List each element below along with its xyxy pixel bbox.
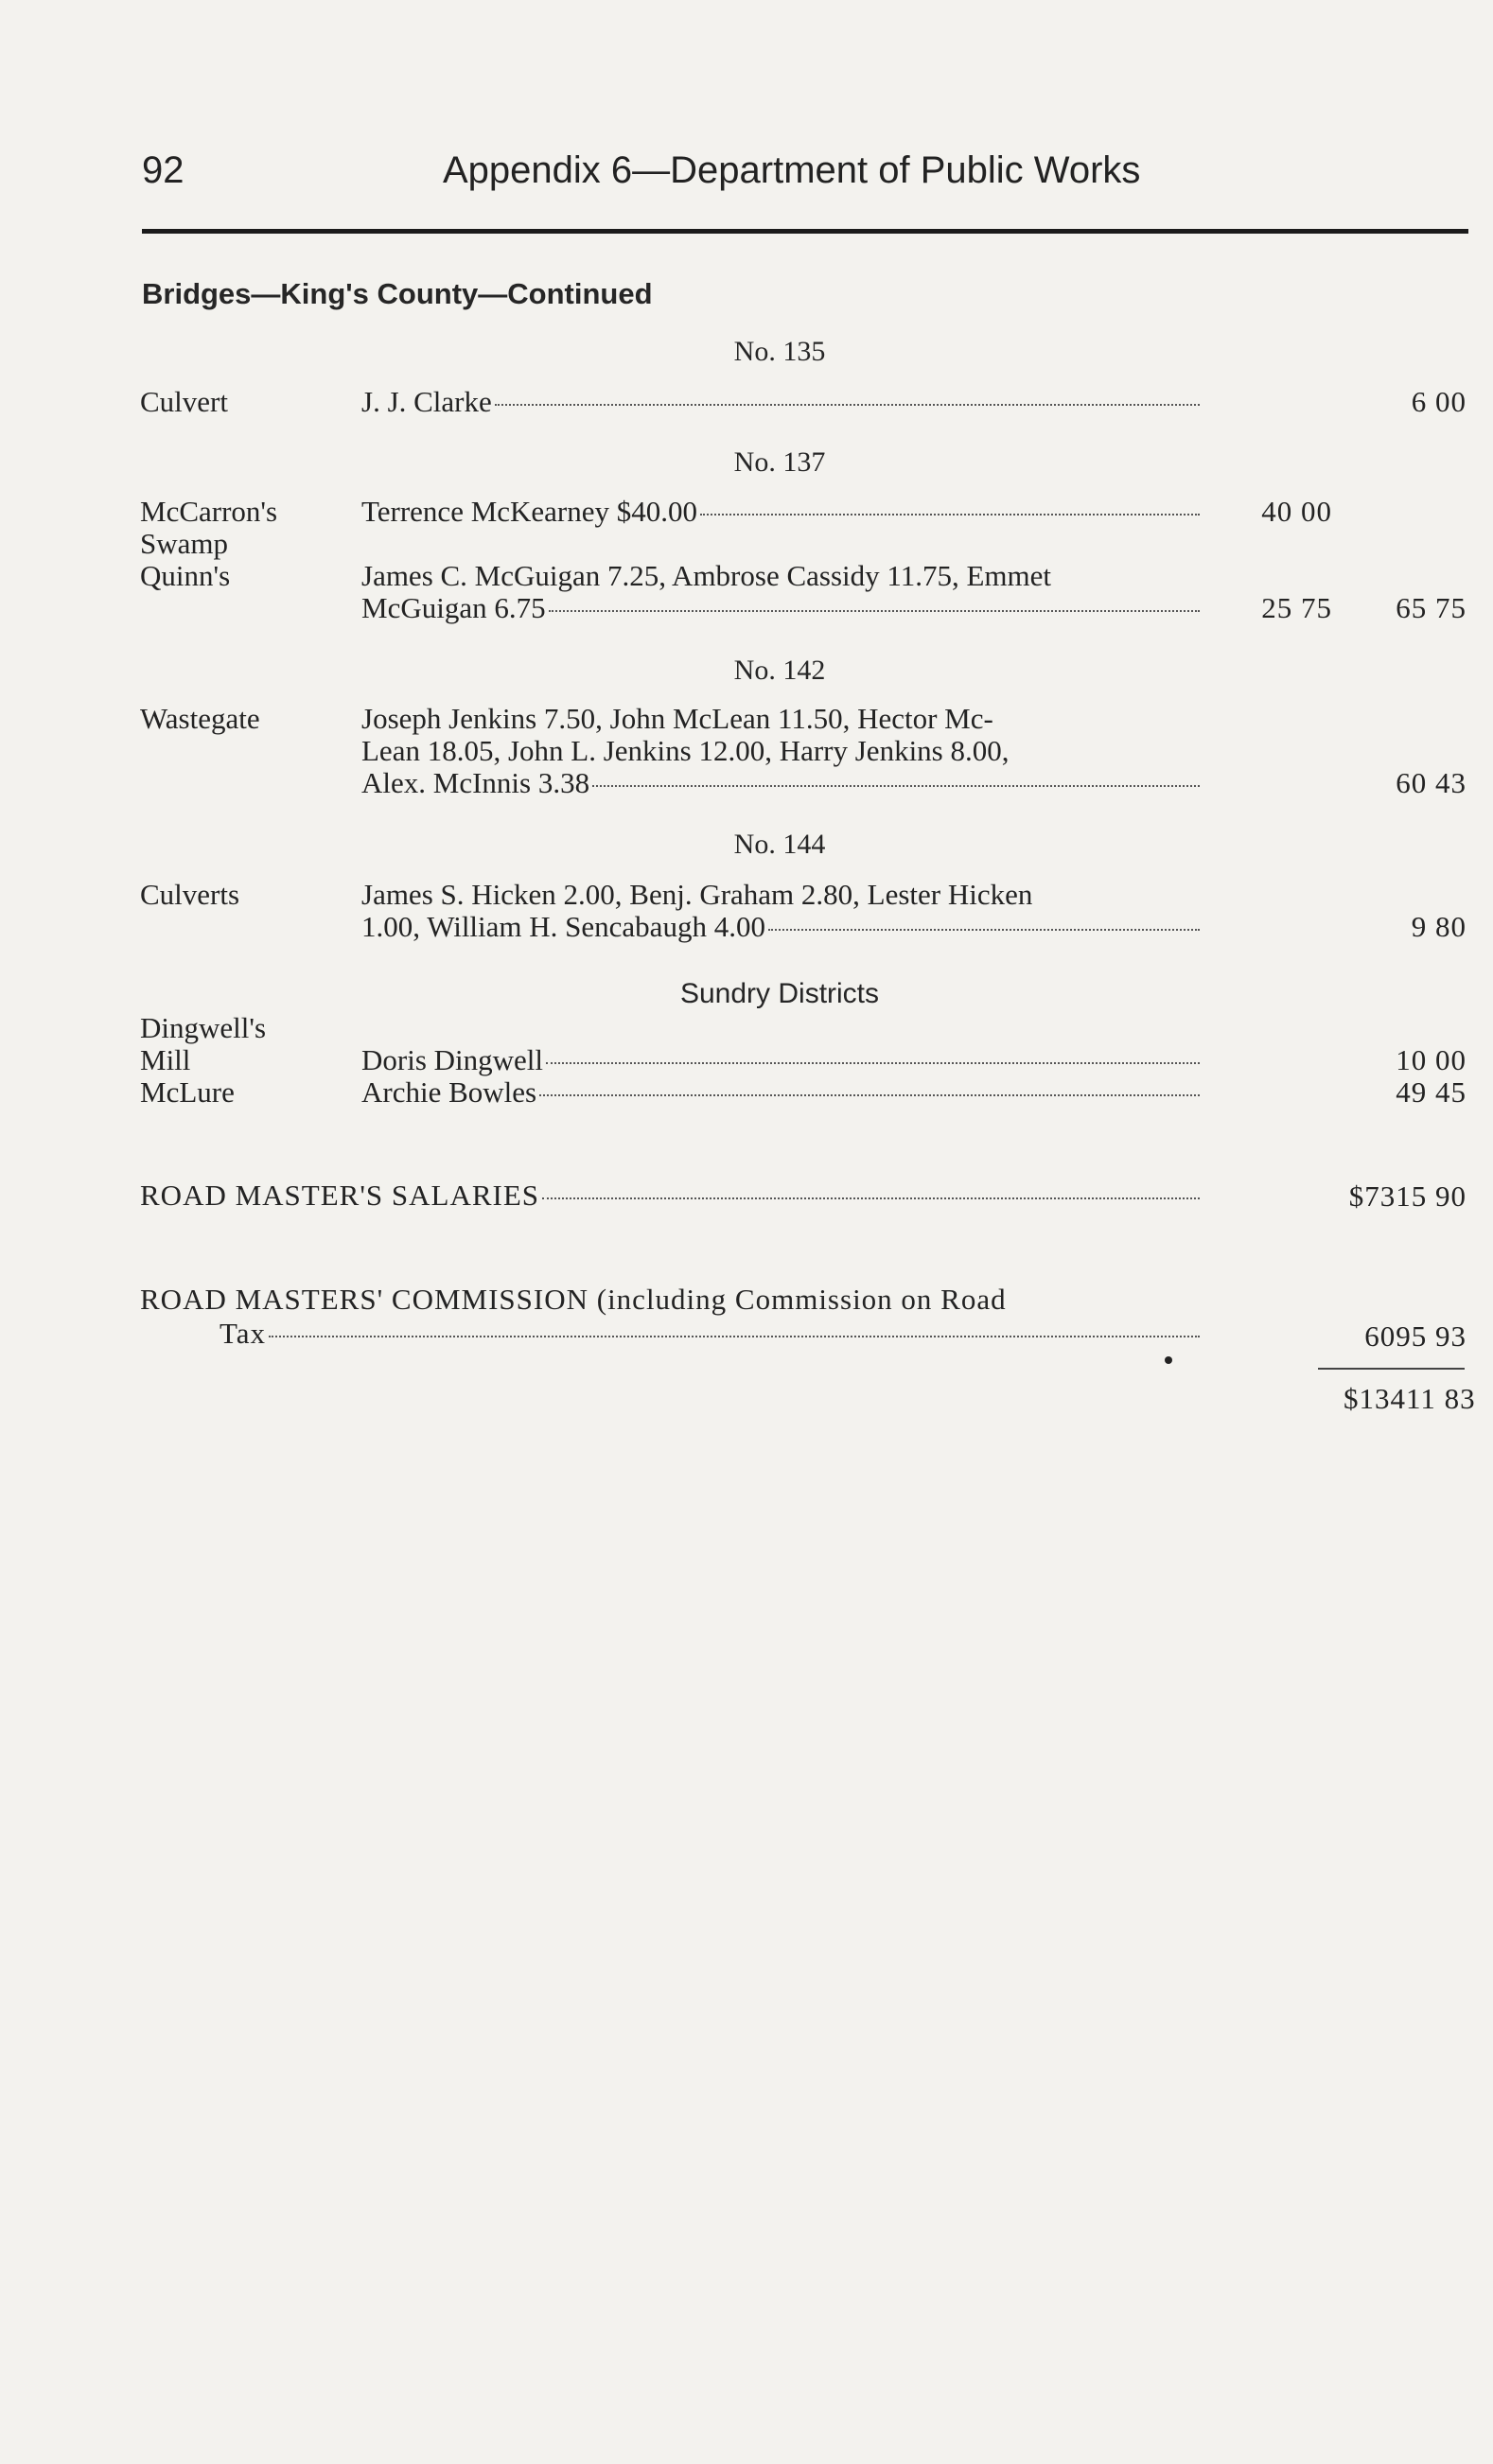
header-rule bbox=[142, 229, 1468, 234]
dot-leader bbox=[700, 514, 1200, 516]
entry-line: Lean 18.05, John L. Jenkins 12.00, Harry Jenkins 8.00, bbox=[361, 734, 1010, 767]
entry-line: Terrence McKearney $40.00 bbox=[361, 495, 698, 528]
ink-speck bbox=[1165, 1356, 1172, 1364]
place-name: Quinn's bbox=[140, 559, 231, 592]
amount-total: 65 75 bbox=[1396, 591, 1467, 624]
amount-total: 9 80 bbox=[1411, 910, 1467, 943]
entry-line: Alex. McInnis 3.38 bbox=[361, 766, 590, 799]
entry-line: Doris Dingwell bbox=[361, 1043, 544, 1076]
amount-total: 49 45 bbox=[1396, 1075, 1467, 1109]
place-name bbox=[140, 496, 348, 560]
dot-leader bbox=[549, 610, 1200, 612]
entry-description bbox=[361, 1044, 1200, 1076]
district-heading: No. 135 bbox=[733, 336, 826, 367]
grand-total-amount: $13411 83 bbox=[1344, 1382, 1476, 1415]
entry-line: James C. McGuigan 7.25, Ambrose Cassidy 11.75, Emmet bbox=[361, 559, 1052, 592]
amount-total: 10 00 bbox=[1396, 1043, 1467, 1076]
district-heading: Sundry Districts bbox=[679, 978, 880, 1009]
dot-leader bbox=[539, 1094, 1200, 1096]
road-master-salaries-row bbox=[140, 1179, 1200, 1213]
entry-line: J. J. Clarke bbox=[361, 385, 492, 418]
page-header bbox=[142, 149, 1467, 206]
dot-leader bbox=[546, 1062, 1200, 1064]
place-name bbox=[140, 1012, 348, 1076]
dot-leader bbox=[592, 785, 1200, 787]
amount-total: 6 00 bbox=[1411, 385, 1467, 418]
amount-subtotal: 40 00 bbox=[1261, 495, 1332, 528]
place-name: Culverts bbox=[140, 878, 240, 911]
dot-leader bbox=[768, 929, 1200, 931]
district-heading: No. 142 bbox=[733, 655, 826, 686]
entry-description bbox=[361, 560, 1200, 624]
commission-line: Tax bbox=[220, 1317, 267, 1350]
entry-line: Joseph Jenkins 7.50, John McLean 11.50, Hector Mc- bbox=[361, 702, 993, 735]
place-line: Dingwell's bbox=[140, 1011, 267, 1044]
place-line: McCarron's bbox=[140, 495, 278, 528]
total-rule bbox=[1318, 1368, 1465, 1370]
entry-description bbox=[361, 386, 1200, 418]
entry-description bbox=[361, 879, 1200, 943]
district-heading: No. 137 bbox=[733, 446, 826, 478]
entry-line: McGuigan 6.75 bbox=[361, 591, 546, 624]
road-master-salaries-amount: $7315 90 bbox=[1348, 1180, 1467, 1213]
running-title: Appendix 6—Department of Public Works bbox=[443, 149, 1141, 191]
entry-description bbox=[361, 496, 1200, 528]
entry-description bbox=[361, 1076, 1200, 1109]
amount-total: 60 43 bbox=[1396, 766, 1467, 799]
place-name: Wastegate bbox=[140, 702, 260, 735]
place-line: Mill bbox=[140, 1043, 191, 1076]
road-masters-commission-amount: 6095 93 bbox=[1364, 1319, 1467, 1353]
road-master-salaries-label: ROAD MASTER'S SALARIES bbox=[140, 1179, 540, 1212]
entry-line: Archie Bowles bbox=[361, 1075, 537, 1109]
district-heading: No. 144 bbox=[733, 829, 826, 860]
place-name: Culvert bbox=[140, 385, 228, 418]
amount-subtotal: 25 75 bbox=[1261, 591, 1332, 624]
entry-line: 1.00, William H. Sencabaugh 4.00 bbox=[361, 910, 765, 943]
page-number: 92 bbox=[142, 149, 184, 191]
place-name: McLure bbox=[140, 1075, 235, 1109]
dot-leader bbox=[495, 404, 1200, 406]
dot-leader bbox=[269, 1336, 1200, 1337]
entry-description bbox=[361, 703, 1200, 799]
place-line: Swamp bbox=[140, 527, 228, 560]
road-masters-commission-row bbox=[140, 1283, 1200, 1351]
dot-leader bbox=[542, 1197, 1200, 1199]
section-title: Bridges—King's County—Continued bbox=[142, 277, 653, 310]
entry-line: James S. Hicken 2.00, Benj. Graham 2.80, Lester Hicken bbox=[361, 878, 1033, 911]
commission-line: ROAD MASTERS' COMMISSION (including Commission on Road bbox=[140, 1283, 1007, 1316]
